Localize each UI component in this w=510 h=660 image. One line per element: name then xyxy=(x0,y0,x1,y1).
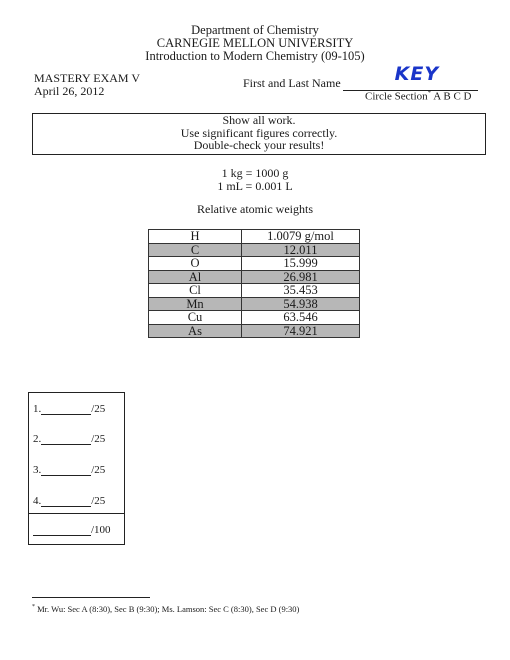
instruction-line: Use significant figures correctly. xyxy=(180,125,338,140)
circle-section xyxy=(365,89,472,103)
score-row xyxy=(33,433,105,445)
element-cell: Al xyxy=(149,270,242,284)
element-cell: Mn xyxy=(149,297,242,311)
total-max: /100 xyxy=(91,524,111,536)
score-blank xyxy=(41,435,91,445)
question-number: 1. xyxy=(33,403,42,415)
element-cell: O xyxy=(149,257,242,271)
score-row xyxy=(33,495,105,507)
weight-cell: 12.011 xyxy=(242,243,360,257)
table-row xyxy=(149,270,360,284)
question-number: 4. xyxy=(33,495,42,507)
score-blank xyxy=(41,466,91,476)
instruction-line: Double-check your results! xyxy=(193,138,325,152)
table-row xyxy=(149,284,360,298)
footnote-divider xyxy=(32,597,150,598)
element-cell: As xyxy=(149,324,242,338)
element-cell: C xyxy=(149,243,242,257)
footnote-text: Mr. Wu: Sec A (8:30), Sec B (9:30); Ms. Lamson: Sec C (8:30), Sec D (9:30) xyxy=(37,604,300,614)
question-max: /25 xyxy=(91,433,106,445)
university-name: CARNEGIE MELLON UNIVERSITY xyxy=(156,36,354,50)
table-row xyxy=(149,257,360,271)
conversion-line: 1 kg = 1000 g xyxy=(221,166,289,180)
element-cell: Cl xyxy=(149,284,242,298)
weight-cell: 74.921 xyxy=(242,324,360,338)
instructions-box xyxy=(32,113,486,155)
document-header xyxy=(0,24,510,63)
table-row xyxy=(149,243,360,257)
score-row xyxy=(33,464,105,476)
score-divider xyxy=(29,513,124,514)
table-row xyxy=(149,230,360,244)
weight-cell: 35.453 xyxy=(242,284,360,298)
question-number: 2. xyxy=(33,433,42,445)
exam-title: MASTERY EXAM V xyxy=(34,71,141,85)
exam-info xyxy=(34,72,140,98)
table-row xyxy=(149,311,360,325)
atomic-weights-table xyxy=(148,229,360,338)
conversion-line: 1 mL = 0.001 L xyxy=(217,178,293,193)
course-title: Introduction to Modern Chemistry (09-105) xyxy=(145,49,365,63)
question-number: 3. xyxy=(33,464,42,476)
score-blank xyxy=(41,405,91,415)
unit-conversions xyxy=(0,167,510,192)
weight-cell: 63.546 xyxy=(242,311,360,325)
question-max: /25 xyxy=(91,403,106,415)
weight-cell: 15.999 xyxy=(242,257,360,271)
weight-cell: 1.0079 g/mol xyxy=(242,230,360,244)
exam-date: April 26, 2012 xyxy=(34,84,105,98)
name-label: First and Last Name xyxy=(243,76,341,90)
score-total-row xyxy=(33,524,111,536)
score-row xyxy=(33,403,105,415)
handwritten-key: KEY xyxy=(394,63,440,85)
atomic-weights-title: Relative atomic weights xyxy=(197,202,313,216)
score-blank xyxy=(41,497,91,507)
circle-section-label: Circle Section xyxy=(365,90,428,103)
circle-section-options: A B C D xyxy=(433,90,472,103)
footnote-marker: * xyxy=(32,604,35,611)
table-row xyxy=(149,324,360,338)
instruction-line: Show all work. xyxy=(222,113,296,127)
weight-cell: 54.938 xyxy=(242,297,360,311)
table-row xyxy=(149,297,360,311)
total-blank xyxy=(33,526,91,536)
weight-cell: 26.981 xyxy=(242,270,360,284)
department-name: Department of Chemistry xyxy=(191,23,319,37)
question-max: /25 xyxy=(91,464,106,476)
score-box xyxy=(28,392,125,545)
question-max: /25 xyxy=(91,495,106,507)
footnote xyxy=(32,604,299,614)
circle-section-marker: * xyxy=(427,89,432,97)
element-cell: H xyxy=(149,230,242,244)
element-cell: Cu xyxy=(149,311,242,325)
